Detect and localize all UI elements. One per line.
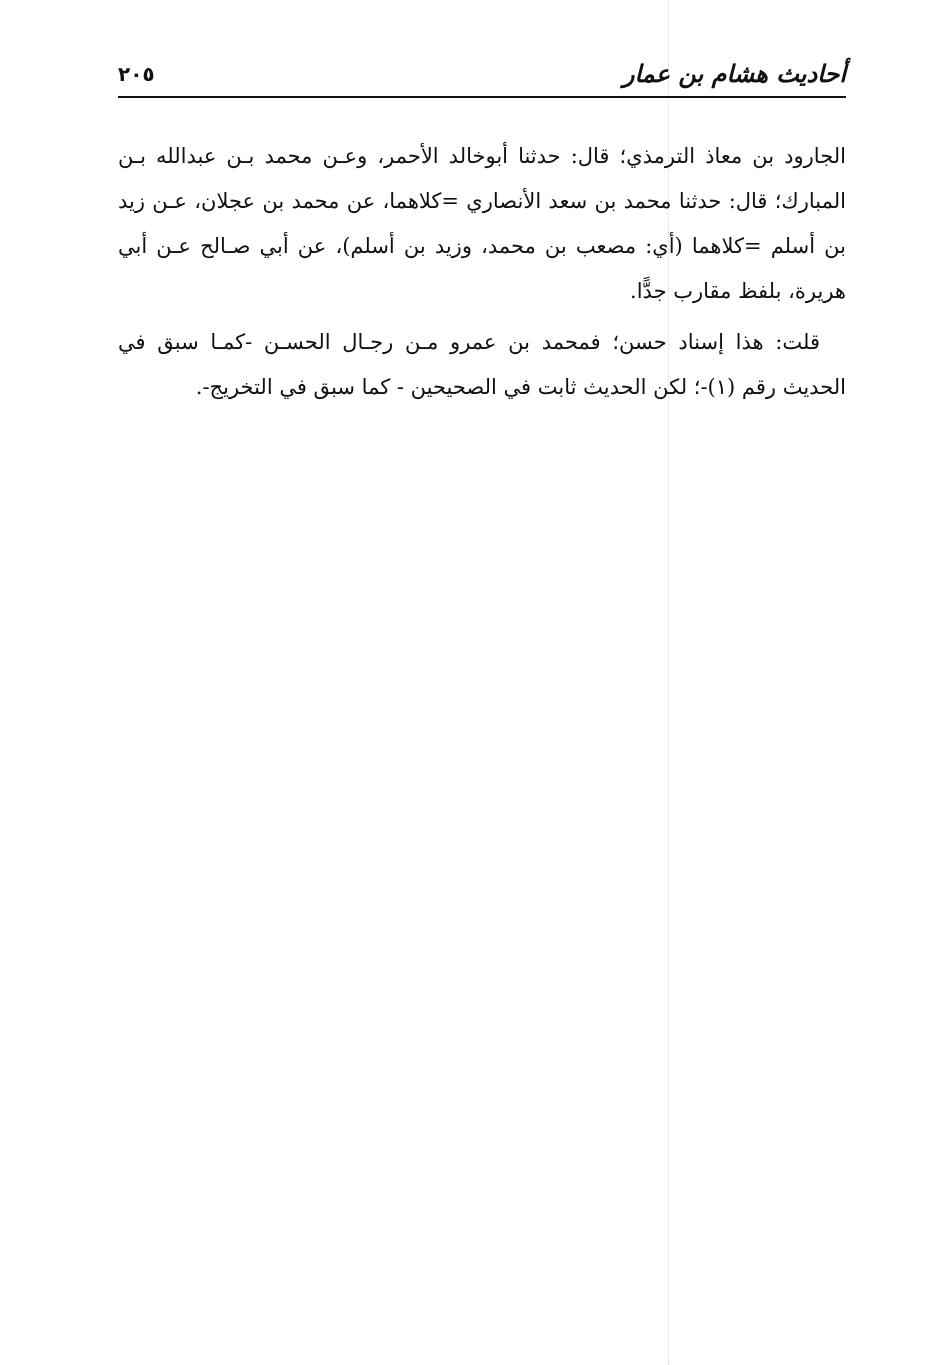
running-title: أحاديث هشام بن عمار <box>622 60 846 88</box>
header-rule <box>118 96 846 98</box>
body-paragraph-2: قلت: هذا إسناد حسن؛ فمحمد بن عمرو مـن رجـال الحسـن -كمـا سبق في الحديث رقم (١)-؛ لكن الحديث ثابت في الصحيحين - كما سبق في التخريج-. <box>118 330 846 399</box>
body-paragraph-1: الجارود بن معاذ الترمذي؛ قال: حدثنا أبوخالد الأحمر، وعـن محمد بـن عبدالله بـن المبارك؛ قال: حدثنا محمد بن سعد الأنصاري =كلاهما، عن محمد بن عجلان، عـن زيد بن أسلم =كلاهما (أي: مصعب بن محمد، وزيد بن أسلم)، عن أبي صـالح عـن أبي هريرة، بلفظ مقارب جدًّا. <box>118 144 846 303</box>
page-body <box>118 134 846 416</box>
page-header <box>118 56 846 96</box>
page-number: ٢٠٥ <box>118 62 155 86</box>
